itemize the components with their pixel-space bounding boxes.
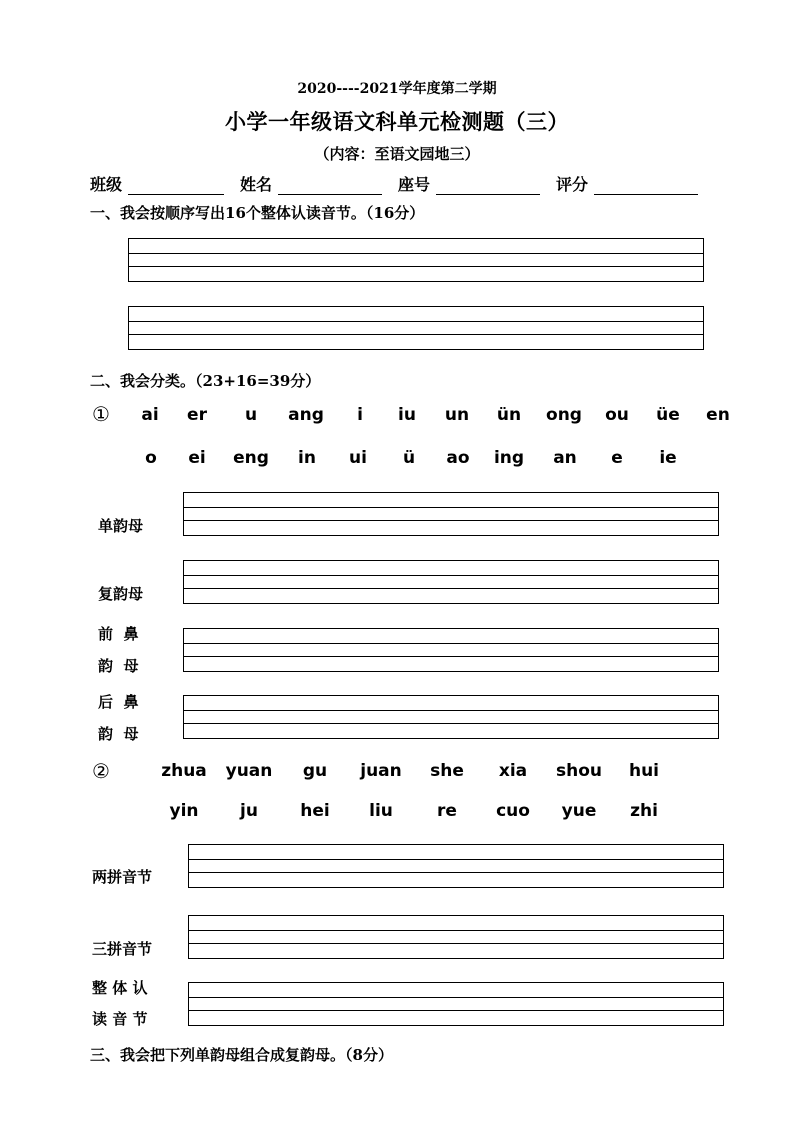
pinyin-item: ou [605,405,629,425]
pinyin-item: ün [496,405,522,425]
name-label: 姓名 [240,175,273,194]
seat-blank[interactable] [436,178,540,195]
writing-box[interactable] [183,560,719,604]
name-blank[interactable] [278,178,382,195]
seat-label: 座号 [398,175,431,194]
pinyin-item: xia [498,761,528,781]
pinyin-item: shou [555,761,603,781]
pinyin-item: un [444,405,470,425]
writing-box[interactable] [188,844,724,888]
pinyin-item: er [187,405,207,425]
pinyin-item: ang [288,405,324,425]
writing-box[interactable] [188,982,724,1026]
front-nasal-label-1: 前 鼻 [98,625,139,643]
pinyin-item: u [244,405,258,425]
pinyin-item: ai [141,405,159,425]
class-label: 班级 [90,175,123,194]
pinyin-item: hui [628,761,660,781]
writing-box[interactable] [188,915,724,959]
back-nasal-label-2: 韵 母 [98,725,139,743]
page-subtitle: （内容：至语文园地三） [314,145,480,163]
pinyin-item: ie [659,448,677,468]
section-2-heading: 二、我会分类。（23+16=39分） [90,372,321,390]
three-part-syllable-label: 三拼音节 [92,940,153,958]
pinyin-item: ju [240,801,258,821]
pinyin-item: an [553,448,577,468]
pinyin-item: ü [402,448,416,468]
writing-box[interactable] [183,695,719,739]
pinyin-item: ui [349,448,367,468]
pinyin-item: e [611,448,623,468]
pinyin-item: yuan [225,761,273,781]
pinyin-item: liu [369,801,393,821]
pinyin-item: eng [233,448,269,468]
section-1-heading: 一、我会按顺序写出16个整体认读音节。（16分） [90,204,425,222]
pinyin-item: re [437,801,457,821]
syllables-row-2 [0,801,794,825]
pinyin-item: i [357,405,363,425]
score-blank[interactable] [594,178,698,195]
pinyin-item: ei [188,448,206,468]
pinyin-item: en [706,405,730,425]
pinyin-item: o [145,448,157,468]
two-part-syllable-label: 两拼音节 [92,868,153,886]
pinyin-item: she [430,761,464,781]
pinyin-item: ong [546,405,582,425]
finals-row-2 [0,448,794,472]
pinyin-item: cuo [496,801,530,821]
writing-box[interactable] [128,238,704,282]
pinyin-item: zhua [161,761,207,781]
pinyin-item: in [298,448,316,468]
pinyin-item: ao [446,448,470,468]
writing-box[interactable] [183,492,719,536]
single-finals-label: 单韵母 [98,517,144,535]
class-blank[interactable] [128,178,224,195]
pinyin-item: hei [300,801,330,821]
pinyin-item: yin [169,801,199,821]
pinyin-item: zhi [630,801,658,821]
back-nasal-label-1: 后 鼻 [98,693,139,711]
whole-syllable-label-1: 整 体 认 [92,979,148,997]
part-2-marker: ② [92,759,110,783]
pinyin-item: yue [561,801,597,821]
finals-row-1 [0,405,794,429]
compound-finals-label: 复韵母 [98,585,144,603]
pinyin-item: üe [656,405,680,425]
section-3-heading: 三、我会把下列单韵母组合成复韵母。（8分） [90,1046,393,1064]
pinyin-item: juan [360,761,402,781]
pinyin-item: gu [302,761,328,781]
student-info-line [90,172,714,195]
pinyin-item: iu [398,405,416,425]
whole-syllable-label-2: 读 音 节 [92,1010,148,1028]
writing-box[interactable] [183,628,719,672]
page-title: 小学一年级语文科单元检测题（三） [225,109,569,134]
pinyin-item: ing [493,448,525,468]
writing-box[interactable] [128,306,704,350]
score-label: 评分 [556,175,589,194]
syllables-row-1 [0,761,794,785]
part-1-marker: ① [92,402,110,426]
school-year: 2020----2021学年度第二学期 [297,81,497,97]
front-nasal-label-2: 韵 母 [98,657,139,675]
